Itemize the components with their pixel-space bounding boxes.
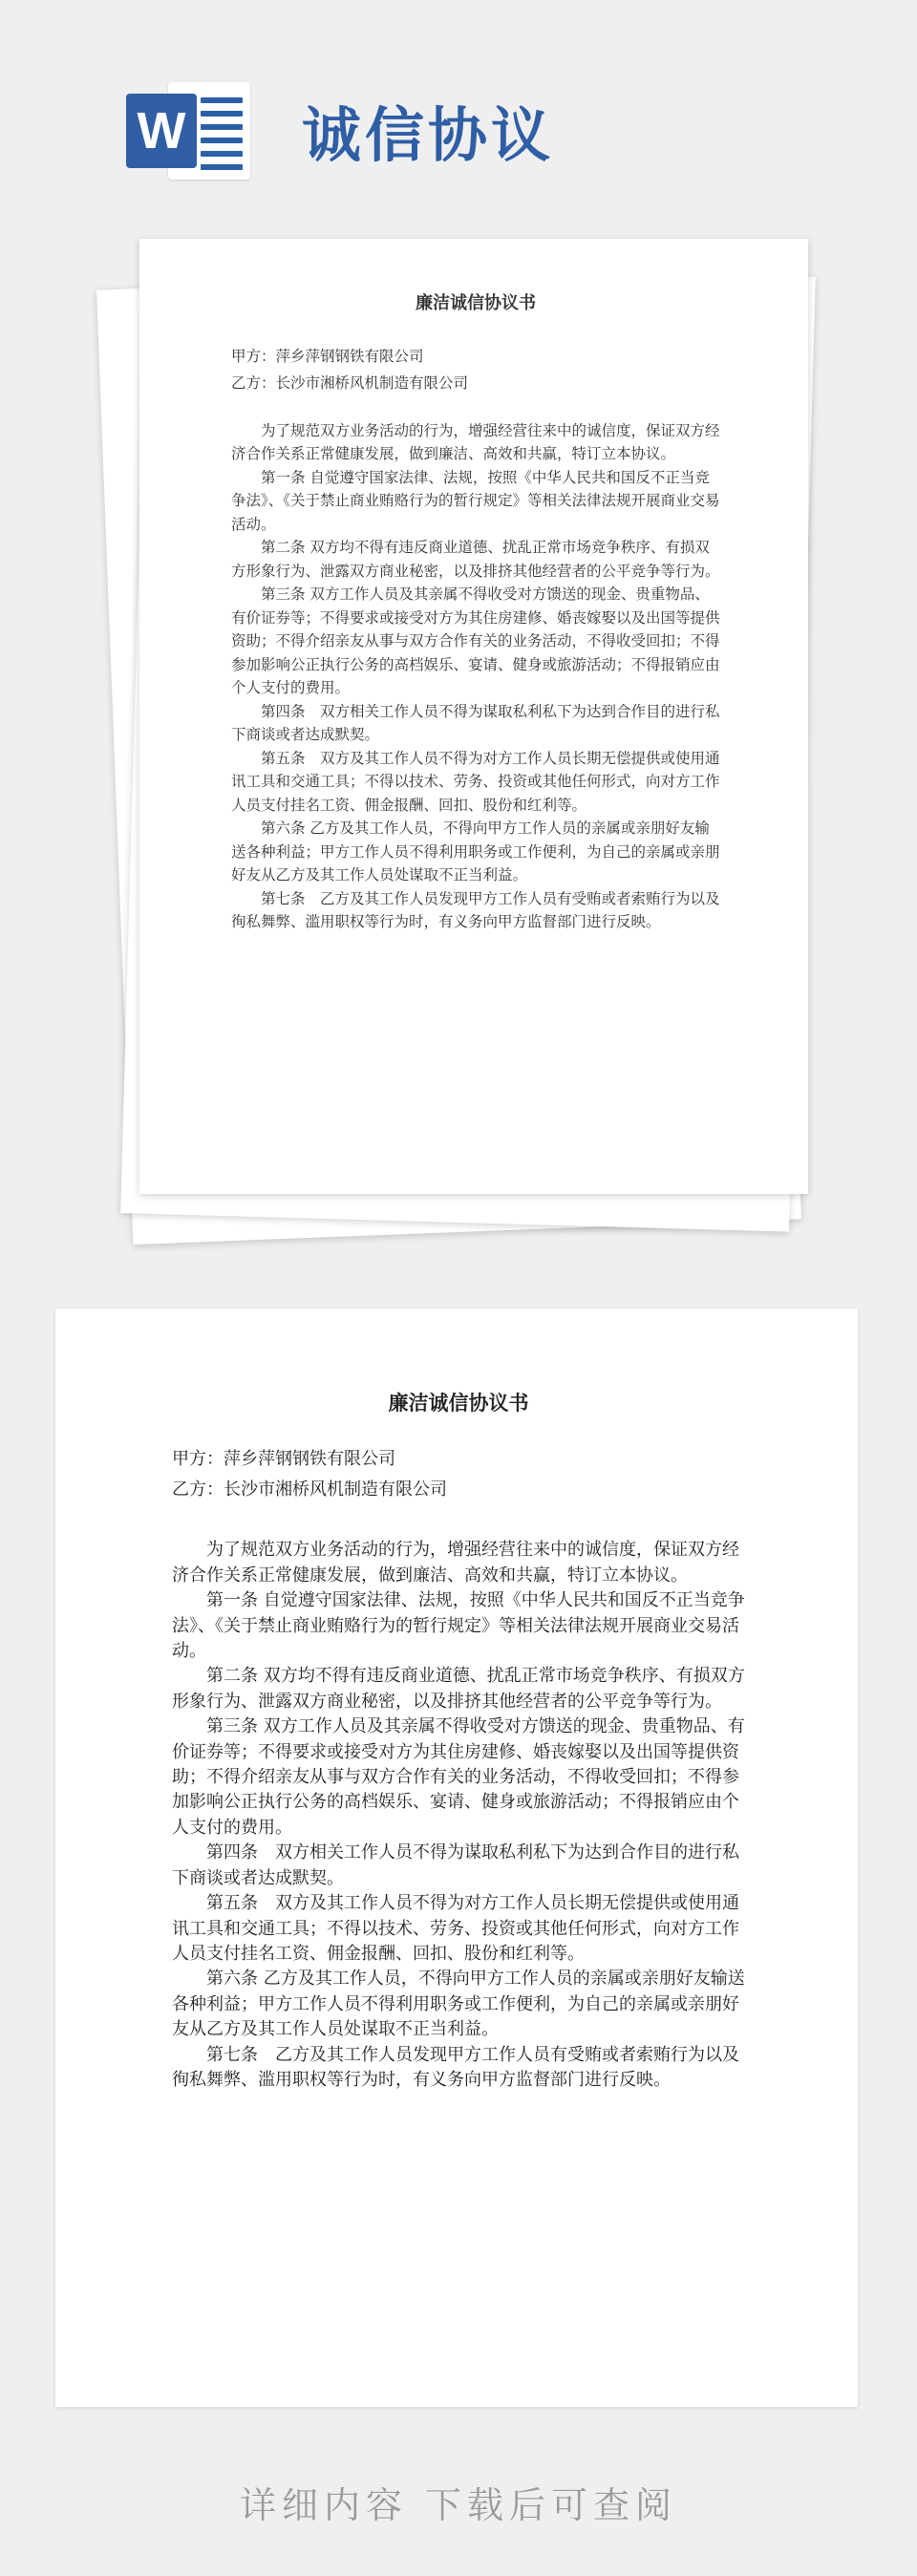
paragraph: 第七条 乙方及其工作人员发现甲方工作人员有受贿或者索贿行为以及徇私舞弊、滥用职权等行为时，有义务向甲方监督部门进行反映。 — [231, 889, 720, 930]
preview-content — [231, 292, 720, 934]
header — [0, 0, 917, 220]
page-title: 诚信协议 — [302, 100, 555, 170]
paragraph: 为了规范双方业务活动的行为，增强经营往来中的诚信度，保证双方经济合作关系正常健康发展，做到廉洁、高效和共赢，特订立本协议。 — [172, 1540, 739, 1586]
document-preview — [96, 229, 821, 1242]
document-title: 廉洁诚信协议书 — [388, 1392, 529, 1415]
paragraph: 第一条 自觉遵守国家法律、法规，按照《中华人民共和国反不正当竞争法》、《关于禁止商业贿赂行为的暂行规定》等相关法律法规开展商业交易活动。 — [172, 1590, 745, 1662]
paragraph: 第七条 乙方及其工作人员发现甲方工作人员有受贿或者索贿行为以及徇私舞弊、滥用职权等行为时，有义务向甲方监督部门进行反映。 — [172, 2044, 739, 2090]
download-hint: 详细内容 下载后可查阅 — [239, 2484, 678, 2526]
party-b: 乙方：长沙市湘桥风机制造有限公司 — [231, 373, 469, 392]
paragraph: 第四条 双方相关工作人员不得为谋取私利私下为达到合作目的进行私下商谈或者达成默契。 — [172, 1842, 739, 1888]
word-logo-letter: W — [126, 94, 197, 168]
paragraph: 为了规范双方业务活动的行为，增强经营往来中的诚信度，保证双方经济合作关系正常健康发展，做到廉洁、高效和共赢，特订立本协议。 — [231, 421, 720, 462]
party-b: 乙方：长沙市湘桥风机制造有限公司 — [172, 1480, 447, 1501]
party-a: 甲方：萍乡萍钢钢铁有限公司 — [231, 347, 424, 365]
paragraph: 第三条 双方工作人员及其亲属不得收受对方馈送的现金、贵重物品、有价证券等；不得要求或接受对方为其住房建修、婚丧嫁娶以及出国等提供资助；不得介绍亲友从事与双方合作有关的业务活动，不得收受回扣；不得参加影响公正执行公务的高档娱乐、宴请、健身或旅游活动；不得报销应由个人支付的费用。 — [172, 1716, 745, 1838]
paragraph: 第六条 乙方及其工作人员，不得向甲方工作人员的亲属或亲朋好友输送各种利益；甲方工作人员不得利用职务或工作便利，为自己的亲属或亲朋好友从乙方及其工作人员处谋取不正当利益。 — [231, 820, 720, 884]
document-content — [172, 1391, 745, 2093]
paragraph: 第四条 双方相关工作人员不得为谋取私利私下为达到合作目的进行私下商谈或者达成默契。 — [231, 702, 720, 743]
parties — [172, 1444, 745, 1505]
document-title: 廉洁诚信协议书 — [416, 293, 536, 313]
paragraph: 第二条 双方均不得有违反商业道德、扰乱正常市场竞争秩序、有损双方形象行为、泄露双方商业秘密，以及排挤其他经营者的公平竞争等行为。 — [172, 1666, 745, 1712]
document-page — [55, 1309, 858, 2407]
paragraph: 第六条 乙方及其工作人员，不得向甲方工作人员的亲属或亲朋好友输送各种利益；甲方工作人员不得利用职务或工作便利，为自己的亲属或亲朋好友从乙方及其工作人员处谋取不正当利益。 — [172, 1969, 745, 2040]
paragraph: 第五条 双方及其工作人员不得为对方工作人员长期无偿提供或使用通讯工具和交通工具；不得以技术、劳务、投资或其他任何形式，向对方工作人员支付挂名工资、佣金报酬、回扣、股份和红利等。 — [172, 1893, 739, 1964]
party-a: 甲方：萍乡萍钢钢铁有限公司 — [172, 1449, 395, 1470]
parties — [231, 343, 720, 396]
paragraph: 第一条 自觉遵守国家法律、法规，按照《中华人民共和国反不正当竞争法》、《关于禁止商业贿赂行为的暂行规定》等相关法律法规开展商业交易活动。 — [231, 468, 720, 533]
paragraph: 第三条 双方工作人员及其亲属不得收受对方馈送的现金、贵重物品、有价证券等；不得要求或接受对方为其住房建修、婚丧嫁娶以及出国等提供资助；不得介绍亲友从事与双方合作有关的业务活动，不得收受回扣；不得参加影响公正执行公务的高档娱乐、宴请、健身或旅游活动；不得报销应由个人支付的费用。 — [231, 585, 720, 696]
paragraph: 第五条 双方及其工作人员不得为对方工作人员长期无偿提供或使用通讯工具和交通工具；不得以技术、劳务、投资或其他任何形式，向对方工作人员支付挂名工资、佣金报酬、回扣、股份和红利等。 — [231, 749, 720, 814]
preview-page — [139, 239, 808, 1194]
paragraph: 第二条 双方均不得有违反商业道德、扰乱正常市场竞争秩序、有损双方形象行为、泄露双方商业秘密，以及排挤其他经营者的公平竞争等行为。 — [231, 539, 720, 580]
word-document-icon — [126, 82, 250, 180]
